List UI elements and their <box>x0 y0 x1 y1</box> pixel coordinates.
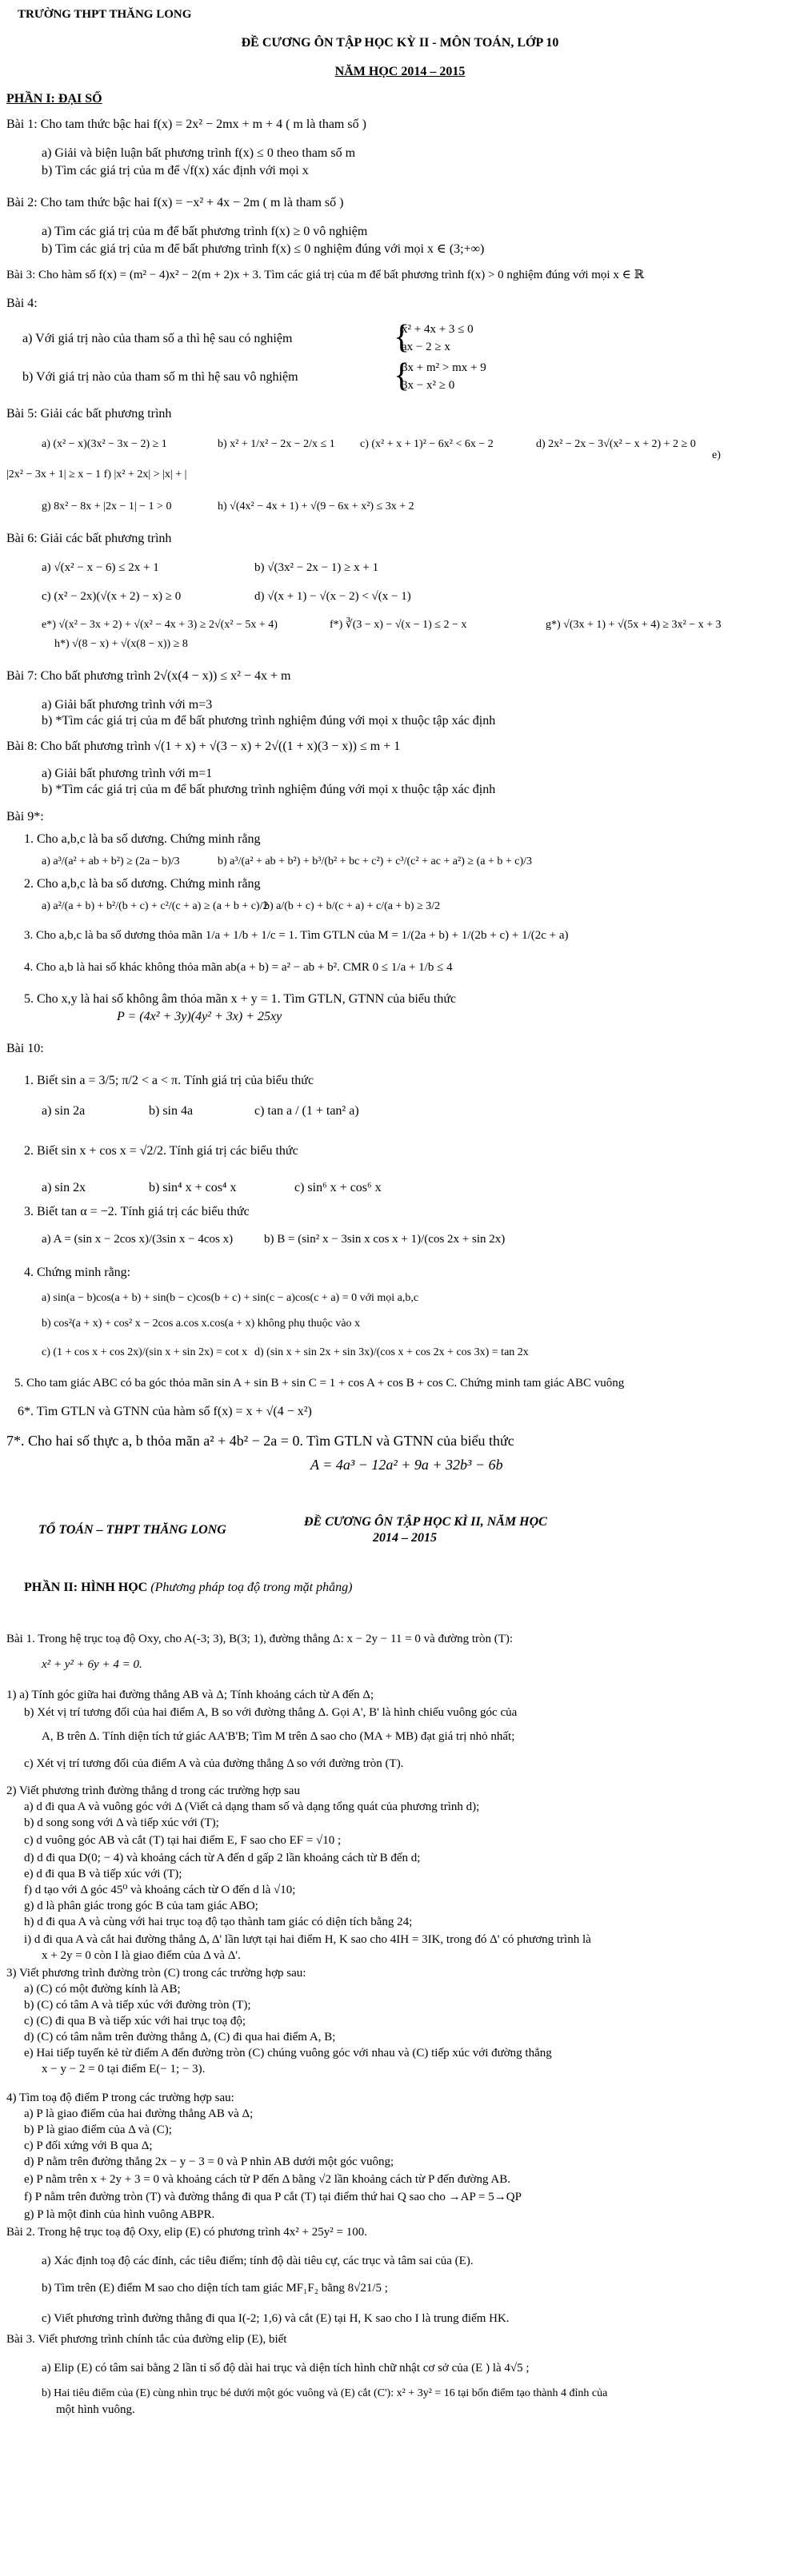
bai-9-4: 4. Cho a,b là hai số khác không thỏa mãn ab(a + b) = a² − ab + b². CMR 0 ≤ 1/a + 1/b ≤ 4 <box>24 961 453 974</box>
bai-4-a-sys1: x² + 4x + 3 ≤ 0 <box>402 323 474 336</box>
bai-10-7: 7*. Cho hai số thực a, b thỏa mãn a² + 4b² − 2a = 0. Tìm GTLN và GTNN của biểu thức <box>6 1433 514 1449</box>
bai-9-5: 5. Cho x,y là hai số không âm thỏa mãn x + y = 1. Tìm GTLN, GTNN của biểu thức <box>24 992 457 1006</box>
bai-5-a: a) (x² − x)(3x² − 3x − 2) ≥ 1 <box>42 438 167 450</box>
bai-10-2b: b) sin⁴ x + cos⁴ x <box>149 1181 237 1194</box>
bai-2-a: a) Tìm các giá trị của m để bất phương trình f(x) ≥ 0 vô nghiệm <box>42 225 368 238</box>
hh-3: 3) Viết phương trình đường tròn (C) trong các trường hợp sau: <box>6 1967 306 1980</box>
bai-6-f: f*) ∛(3 − x) − √(x − 1) ≤ 2 − x <box>330 619 467 631</box>
bai-5-b: b) x² + 1/x² − 2x − 2/x ≤ 1 <box>218 438 335 450</box>
bai-10-4a: a) sin(a − b)cos(a + b) + sin(b − c)cos(b + c) + sin(c − a)cos(c + a) = 0 với mọi a,b,c <box>42 1292 419 1304</box>
hh-3e: e) Hai tiếp tuyến kẻ từ điểm A đến đường tròn (C) chúng vuông góc với nhau và (C) tiếp xúc với đường thẳng <box>24 2047 552 2060</box>
bai-5: Bài 5: Giải các bất phương trình <box>6 407 172 421</box>
bai-5-c: c) (x² + x + 1)² − 6x² < 6x − 2 <box>360 438 494 450</box>
bai-10-3: 3. Biết tan α = −2. Tính giá trị các biểu thức <box>24 1205 250 1218</box>
bai-10-4: 4. Chứng minh rằng: <box>24 1266 131 1279</box>
bai-4-b-sys2: 3x − x² ≥ 0 <box>402 379 455 392</box>
bai-10: Bài 10: <box>6 1042 44 1055</box>
bai-6-h: h*) √(8 − x) + √(x(8 − x)) ≥ 8 <box>54 638 188 650</box>
bai-6-e: e*) √(x² − 3x + 2) + √(x² − 4x + 3) ≥ 2√(x² − 5x + 4) <box>42 619 278 631</box>
hh-3a: a) (C) có một đường kính là AB; <box>24 1983 181 1996</box>
part2-heading-line <box>24 1580 352 1596</box>
hh-3d: d) (C) có tâm nằm trên đường thẳng Δ, (C) đi qua hai điểm A, B; <box>24 2031 336 2044</box>
school-year: NĂM HỌC 2014 – 2015 <box>334 65 466 78</box>
hh-1b-cont: A, B trên Δ. Tính diện tích tứ giác AA'B'B; Tìm M trên Δ sao cho (MA + MB) đạt giá trị nhỏ nhất; <box>42 1730 515 1743</box>
hh-bai-2: Bài 2. Trong hệ trục toạ độ Oxy, elip (E) có phương trình 4x² + 25y² = 100. <box>6 2226 367 2239</box>
part2-heading: PHẦN II: HÌNH HỌC <box>24 1581 148 1594</box>
bai-6-g: g*) √(3x + 1) + √(5x + 4) ≥ 3x² − x + 3 <box>546 619 722 631</box>
hh-4c: c) P đối xứng với B qua Δ; <box>24 2139 153 2152</box>
bai-7-b: b) *Tìm các giá trị của m để bất phương trình nghiệm đúng với mọi x thuộc tập xác định <box>42 714 496 728</box>
bai-6-a: a) √(x² − x − 6) ≤ 2x + 1 <box>42 561 159 574</box>
hh-1a: 1) a) Tính góc giữa hai đường thẳng AB và Δ; Tính khoảng cách từ A đến Δ; <box>6 1689 374 1701</box>
hh-bai-2a: a) Xác định toạ độ các đỉnh, các tiêu điểm; tính độ dài tiêu cự, các trục và tâm sai của (E). <box>42 2255 474 2267</box>
bai-9-1b: b) a³/(a² + ab + b²) + b³/(b² + bc + c²) + c³/(c² + ac + a²) ≥ (a + b + c)/3 <box>218 855 532 867</box>
bai-9-2: 2. Cho a,b,c là ba số dương. Chứng minh rằng <box>24 877 261 891</box>
bai-10-5: 5. Cho tam giác ABC có ba góc thỏa mãn sin A + sin B + sin C = 1 + cos A + cos B + cos C. Chứng minh tam giác ABC vuông <box>14 1377 625 1390</box>
bai-6-c: c) (x² − 2x)(√(x + 2) − x) ≥ 0 <box>42 590 182 603</box>
hh-4f: f) P nằm trên đường tròn (T) và đường thẳng đi qua P cắt (T) tại điểm thứ hai Q sao cho →AP = 5→QP <box>24 2191 522 2203</box>
bai-6: Bài 6: Giải các bất phương trình <box>6 532 172 545</box>
brace-b: { <box>394 357 410 394</box>
hh-2i-cont: x + 2y = 0 còn I là giao điểm của Δ và Δ'. <box>42 1949 241 1962</box>
bai-10-4d: d) (sin x + sin 2x + sin 3x)/(cos x + cos 2x + cos 3x) = tan 2x <box>254 1346 529 1358</box>
school-name: TRƯỜNG THPT THĂNG LONG <box>18 8 192 21</box>
hh-3b: b) (C) có tâm A và tiếp xúc với đường tròn (T); <box>24 1999 251 2012</box>
bai-10-2a: a) sin 2x <box>42 1181 86 1194</box>
bai-5-d: d) 2x² − 2x − 3√(x² − x + 2) + 2 ≥ 0 <box>536 438 696 450</box>
hh-2a: a) d đi qua A và vuông góc với Δ (Viết cả dạng tham số và dạng tổng quát của phương trình d); <box>24 1800 480 1813</box>
bai-10-1a: a) sin 2a <box>42 1104 86 1118</box>
hh-bai-2c: c) Viết phương trình đường thẳng đi qua I(-2; 1,6) và cắt (E) tại H, K sao cho I là trung điểm HK. <box>42 2312 510 2325</box>
hh-2d: d) d đi qua D(0; − 4) và khoảng cách từ A đến d gấp 2 lần khoảng cách từ B đến d; <box>24 1852 421 1864</box>
hh-bai-3a: a) Elip (E) có tâm sai bằng 2 lần tỉ số độ dài hai trục và diện tích hình chữ nhật cơ sở của (E ) là 4√5 ; <box>42 2362 530 2375</box>
bai-4-b-sys1: 3x + m² > mx + 9 <box>402 361 486 374</box>
part1-heading: PHẦN I: ĐẠI SỐ <box>6 92 102 106</box>
bai-10-1c: c) tan a / (1 + tan² a) <box>254 1104 359 1118</box>
bai-9-3: 3. Cho a,b,c là ba số dương thỏa mãn 1/a + 1/b + 1/c = 1. Tìm GTLN của M = 1/(2a + b) + 1/(2b + c) + 1/(2c + a) <box>24 929 569 942</box>
hh-3c: c) (C) đi qua B và tiếp xúc với hai trục toạ độ; <box>24 2015 246 2028</box>
hh-bai-3: Bài 3. Viết phương trình chính tắc của đường elip (E), biết <box>6 2333 287 2346</box>
hh-2h: h) d đi qua A và cùng với hai trục toạ độ tạo thành tam giác có diện tích bằng 24; <box>24 1916 413 1928</box>
bai-2: Bài 2: Cho tam thức bậc hai f(x) = −x² + 4x − 2m ( m là tham số ) <box>6 196 344 209</box>
bai-7: Bài 7: Cho bất phương trình 2√(x(4 − x)) ≤ x² − 4x + m <box>6 669 291 683</box>
bai-3: Bài 3: Cho hàm số f(x) = (m² − 4)x² − 2(m + 2)x + 3. Tìm các giá trị của m để bất phương trình f(x) > 0 nghiệm đúng với mọi x ∈ ℝ <box>6 269 644 281</box>
hh-2c: c) d vuông góc AB và cắt (T) tại hai điểm E, F sao cho EF = √10 ; <box>24 1834 342 1847</box>
hh-bai-1-circle: x² + y² + 6y + 4 = 0. <box>42 1658 142 1671</box>
hh-4: 4) Tìm toạ độ điểm P trong các trường hợp sau: <box>6 2092 234 2104</box>
hh-2b: b) d song song với Δ và tiếp xúc với (T); <box>24 1816 219 1829</box>
bai-8: Bài 8: Cho bất phương trình √(1 + x) + √(3 − x) + 2√((1 + x)(3 − x)) ≤ m + 1 <box>6 740 401 753</box>
hh-bai-2b: b) Tìm trên (E) điểm M sao cho diện tích tam giác MF₁F₂ bằng 8√21/5 ; <box>42 2282 388 2295</box>
bai-5-h: h) √(4x² − 4x + 1) + √(9 − 6x + x²) ≤ 3x + 2 <box>218 500 414 512</box>
bai-1-b: b) Tìm các giá trị của m để √f(x) xác định với mọi x <box>42 164 309 177</box>
brace-a: { <box>394 319 410 356</box>
bai-5-e-f: |2x² − 3x + 1| ≥ x − 1 f) |x² + 2x| > |x| + | <box>6 469 187 481</box>
bai-5-e-label: e) <box>712 449 721 461</box>
hh-3e-cont: x − y − 2 = 0 tại điểm E(− 1; − 3). <box>42 2063 206 2076</box>
hh-bai-1: Bài 1. Trong hệ trục toạ độ Oxy, cho A(-3; 3), B(3; 1), đường thẳng Δ: x − 2y − 11 = 0 và đường tròn (T): <box>6 1633 514 1645</box>
bai-7-a: a) Giải bất phương trình với m=3 <box>42 698 213 712</box>
bai-6-d: d) √(x + 1) − √(x − 2) < √(x − 1) <box>254 590 411 603</box>
bai-5-g: g) 8x² − 8x + |2x − 1| − 1 > 0 <box>42 500 172 512</box>
part2-heading-sub: (Phương pháp toạ độ trong mặt phẳng) <box>150 1581 353 1594</box>
hh-bai-3b: b) Hai tiêu điểm của (E) cùng nhìn trục bé dưới một góc vuông và (E) cắt (C'): x² + 3y² = 16 tại bốn điểm tạo thành 4 đỉnh của <box>42 2387 608 2399</box>
hh-4d: d) P nằm trên đường thẳng 2x − y − 3 = 0 và P nhìn AB dưới một góc vuông; <box>24 2155 394 2168</box>
bai-9-2b: b) a/(b + c) + b/(c + a) + c/(a + b) ≥ 3/2 <box>264 900 441 912</box>
bai-10-3a: a) A = (sin x − 2cos x)/(3sin x − 4cos x) <box>42 1233 234 1246</box>
bai-9-2a: a) a²/(a + b) + b²/(b + c) + c²/(c + a) ≥ (a + b + c)/2 <box>42 900 269 912</box>
bai-6-b: b) √(3x² − 2x − 1) ≥ x + 1 <box>254 561 379 574</box>
hh-1b: b) Xét vị trí tương đối của hai điểm A, B so với đường thẳng Δ. Gọi A', B' là hình chiếu vuông góc của <box>24 1706 518 1719</box>
bai-10-4b: b) cos²(a + x) + cos² x − 2cos a.cos x.cos(a + x) không phụ thuộc vào x <box>42 1318 361 1330</box>
bai-8-a: a) Giải bất phương trình với m=1 <box>42 767 213 780</box>
department-name: TỔ TOÁN – THPT THĂNG LONG <box>38 1523 226 1537</box>
second-year: 2014 – 2015 <box>373 1531 437 1545</box>
bai-10-4c: c) (1 + cos x + cos 2x)/(sin x + sin 2x) = cot x <box>42 1346 248 1358</box>
bai-1-a: a) Giải và biện luận bất phương trình f(x) ≤ 0 theo tham số m <box>42 146 356 160</box>
bai-10-2c: c) sin⁶ x + cos⁶ x <box>294 1181 382 1194</box>
bai-4: Bài 4: <box>6 297 38 310</box>
bai-10-2: 2. Biết sin x + cos x = √2/2. Tính giá trị các biểu thức <box>24 1144 298 1158</box>
bai-4-b: b) Với giá trị nào của tham số m thì hệ sau vô nghiệm <box>22 370 298 384</box>
hh-2i: i) d đi qua A và cắt hai đường thẳng Δ, Δ' lần lượt tại hai điểm H, K sao cho 4IH = 3IK, trong đó Δ' có phương trình là <box>24 1933 591 1946</box>
hh-1c: c) Xét vị trí tương đối của điểm A và của đường thẳng Δ so với đường tròn (T). <box>24 1757 404 1770</box>
bai-10-1b: b) sin 4a <box>149 1104 194 1118</box>
second-title: ĐỀ CƯƠNG ÔN TẬP HỌC KÌ II, NĂM HỌC <box>304 1515 547 1529</box>
bai-10-7-expr: A = 4a³ − 12a² + 9a + 32b³ − 6b <box>310 1457 503 1473</box>
hh-4e: e) P nằm trên x + 2y + 3 = 0 và khoảng cách từ P đến Δ bằng √2 lần khoảng cách từ P đến đường AB. <box>24 2173 510 2186</box>
bai-4-a-sys2: ax − 2 ≥ x <box>402 341 450 353</box>
bai-9: Bài 9*: <box>6 810 44 823</box>
bai-10-1: 1. Biết sin a = 3/5; π/2 < a < π. Tính giá trị của biểu thức <box>24 1074 314 1087</box>
document-title: ĐỀ CƯƠNG ÔN TẬP HỌC KỲ II - MÔN TOÁN, LỚP 10 <box>241 36 559 50</box>
hh-2e: e) d đi qua B và tiếp xúc với (T); <box>24 1868 182 1880</box>
hh-2: 2) Viết phương trình đường thẳng d trong các trường hợp sau <box>6 1784 300 1797</box>
bai-9-5-expr: P = (4x² + 3y)(4y² + 3x) + 25xy <box>117 1010 282 1023</box>
bai-10-3b: b) B = (sin² x − 3sin x cos x + 1)/(cos 2x + sin 2x) <box>264 1233 506 1246</box>
hh-4g: g) P là một đỉnh của hình vuông ABPR. <box>24 2208 215 2221</box>
bai-9-1: 1. Cho a,b,c là ba số dương. Chứng minh rằng <box>24 832 261 846</box>
bai-10-6: 6*. Tìm GTLN và GTNN của hàm số f(x) = x + √(4 − x²) <box>18 1405 312 1418</box>
hh-4a: a) P là giao điểm của hai đường thẳng AB và Δ; <box>24 2107 254 2120</box>
bai-2-b: b) Tìm các giá trị của m để bất phương trình f(x) ≤ 0 nghiệm đúng với mọi x ∈ (3;+∞) <box>42 242 485 256</box>
hh-bai-3b-cont: một hình vuông. <box>56 2403 135 2416</box>
hh-2g: g) d là phân giác trong góc B của tam giác ABO; <box>24 1900 258 1912</box>
bai-1: Bài 1: Cho tam thức bậc hai f(x) = 2x² − 2mx + m + 4 ( m là tham số ) <box>6 118 366 131</box>
bai-9-1a: a) a³/(a² + ab + b²) ≥ (2a − b)/3 <box>42 855 180 867</box>
bai-8-b: b) *Tìm các giá trị của m để bất phương trình nghiệm đúng với mọi x thuộc tập xác định <box>42 783 496 796</box>
hh-4b: b) P là giao điểm của Δ và (C); <box>24 2123 172 2136</box>
bai-4-a: a) Với giá trị nào của tham số a thì hệ sau có nghiệm <box>22 332 293 345</box>
hh-2f: f) d tạo với Δ góc 45⁰ và khoảng cách từ O đến d là √10; <box>24 1884 296 1896</box>
